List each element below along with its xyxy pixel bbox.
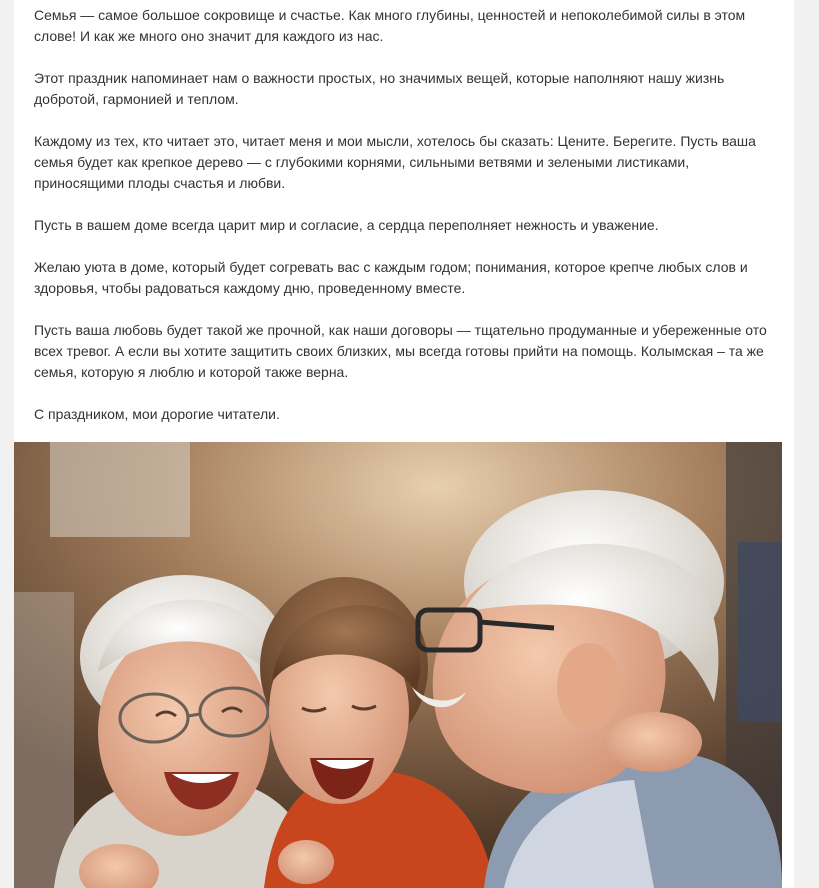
grandfather-hand [278, 840, 334, 884]
article-content [14, 0, 794, 888]
paragraph: С праздником, мои дорогие читатели. [34, 406, 280, 422]
paragraph: Пусть ваша любовь будет такой же прочной, как наши договоры — тщательно продуманные и убереженные ото всех тревог. А если вы хотите защитить своих близких, мы всегда готовы прийти на помощь. Колымская – та же семья, которую я люблю и которой также верна. [34, 322, 767, 380]
background-cabinet [14, 592, 74, 888]
paragraph: Этот праздник напоминает нам о важности простых, но значимых вещей, которые наполняют нашу жизнь добротой, гармонией и теплом. [34, 70, 725, 107]
background-picture [50, 442, 190, 537]
background-chair [738, 542, 782, 722]
family-photo [14, 442, 782, 888]
paragraph: Желаю уюта в доме, который будет согревать вас с каждым годом; понимания, которое крепче любых слов и здоровья, чтобы радоваться каждому дню, проведенному вместе. [34, 259, 748, 296]
article-text [34, 5, 769, 446]
family-photo-illustration [14, 442, 782, 888]
grandfather-ear [557, 643, 621, 731]
paragraph: Пусть в вашем доме всегда царит мир и согласие, а сердца переполняет нежность и уважение. [34, 217, 659, 233]
grandmother-face [98, 628, 270, 836]
paragraph: Семья — самое большое сокровище и счастье. Как много глубины, ценностей и непоколебимой силы в этом слове! И как же много оно значит для каждого из нас. [34, 7, 746, 44]
girl-hand [606, 712, 702, 772]
paragraph: Каждому из тех, кто читает это, читает меня и мои мысли, хотелось бы сказать: Цените. Берегите. Пусть ваша семья будет как крепкое дерево — с глубокими корнями, сильными ветвями и зелеными листиками, приносящими плоды счастья и любви. [34, 133, 756, 191]
